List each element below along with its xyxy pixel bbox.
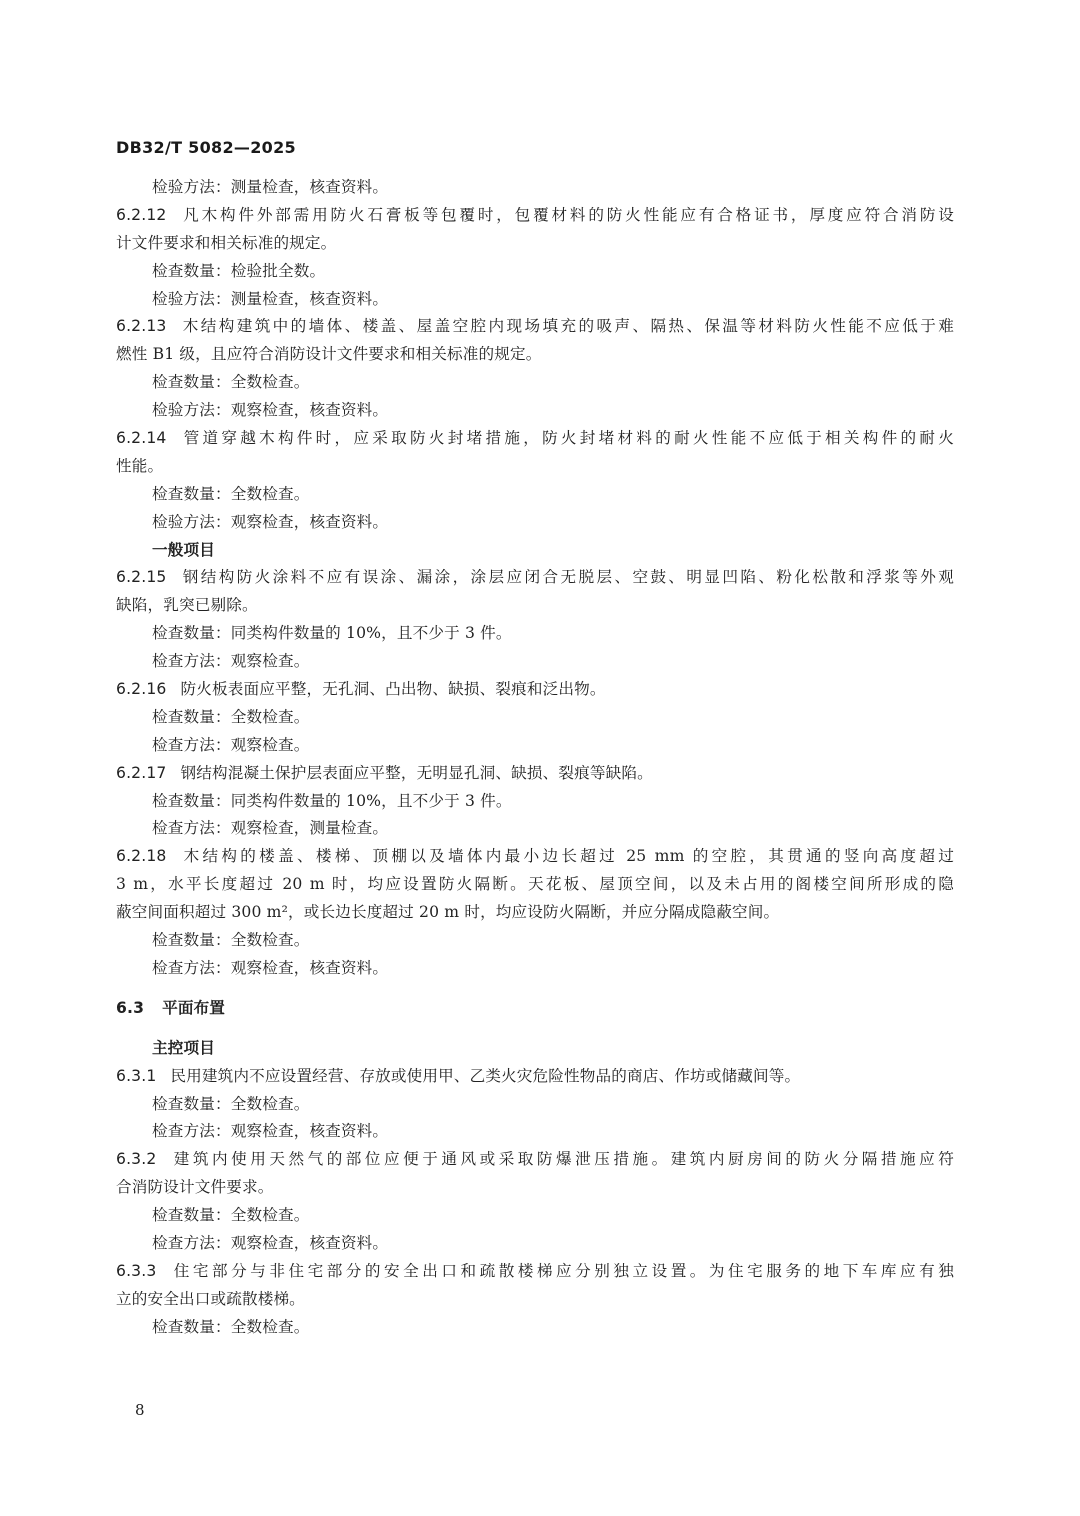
clause-6-2-13-line-1: 6.2.13 木结构建筑中的墙体、楼盖、屋盖空腔内现场填充的吸声、隔热、保温等材料防火性能不应低于难 [116,317,954,336]
clause-6-2-15-line-2: 缺陷，乳突已剔除。 [116,596,258,615]
clause-number: 6.2.15 [116,568,167,587]
clause-6-2-17-line-1: 6.2.17 钢结构混凝土保护层表面应平整，无明显孔洞、缺损、裂痕等缺陷。 [116,763,653,782]
inspection-method: 检查方法：观察检查。 [152,652,310,671]
clause-6-3-2-line-2: 合消防设计文件要求。 [116,1178,274,1197]
inspection-method: 检查方法：观察检查，核查资料。 [152,958,389,977]
clause-6-2-13-line-2: 燃性 B1 级，且应符合消防设计文件要求和相关标准的规定。 [116,345,542,364]
inspection-quantity: 检查数量：同类构件数量的 10%，且不少于 3 件。 [152,791,512,810]
clause-number: 6.2.16 [116,680,167,699]
clause-6-2-14-line-2: 性能。 [116,456,164,475]
clause-number: 6.2.13 [116,317,167,336]
clause-6-2-16-line-1: 6.2.16 防火板表面应平整，无孔洞、凸出物、缺损、裂痕和泛出物。 [116,680,606,699]
inspection-method: 检查方法：观察检查，核查资料。 [152,1122,389,1141]
inspection-quantity: 检查数量：全数检查。 [152,484,310,503]
clause-6-2-14-line-1: 6.2.14 管道穿越木构件时，应采取防火封堵措施，防火封堵材料的耐火性能不应低于相关构件的耐火 [116,429,954,448]
inspection-quantity: 检查数量：全数检查。 [152,1206,310,1225]
page-number: 8 [135,1401,145,1419]
inspection-method: 检验方法：测量检查，核查资料。 [152,178,389,196]
clause-6-3-1-line-1: 6.3.1 民用建筑内不应设置经营、存放或使用甲、乙类火灾危险性物品的商店、作坊或储藏间等。 [116,1066,801,1085]
clause-number: 6.3.2 [116,1150,157,1169]
inspection-quantity: 检查数量：全数检查。 [152,931,310,950]
subheading-main-items: 主控项目 [152,1038,215,1057]
inspection-quantity: 检查数量：全数检查。 [152,1094,310,1113]
inspection-quantity: 检查数量：全数检查。 [152,1317,310,1336]
inspection-quantity: 检查数量：全数检查。 [152,707,310,726]
inspection-quantity: 检查数量：同类构件数量的 10%，且不少于 3 件。 [152,624,512,643]
inspection-method: 检验方法：观察检查，核查资料。 [152,512,389,531]
document-code: DB32/T 5082—2025 [116,138,296,157]
inspection-method: 检查方法：观察检查。 [152,735,310,754]
section-title: 平面布置 [162,998,226,1017]
section-heading-6-3 [116,995,954,1023]
inspection-method: 检验方法：测量检查，核查资料。 [152,289,389,308]
document-body [116,174,954,1342]
clause-6-2-15-line-1: 6.2.15 钢结构防火涂料不应有误涂、漏涂，涂层应闭合无脱层、空鼓、明显凹陷、粉化松散和浮浆等外观 [116,568,954,587]
clause-6-2-12-line-2: 计文件要求和相关标准的规定。 [116,233,337,252]
inspection-quantity: 检查数量：全数检查。 [152,373,310,392]
clause-6-3-3-line-2: 立的安全出口或疏散楼梯。 [116,1289,305,1308]
clause-6-3-3-line-1: 6.3.3 住宅部分与非住宅部分的安全出口和疏散楼梯应分别独立设置。为住宅服务的地下车库应有独 [116,1261,954,1280]
clause-number: 6.2.17 [116,763,167,782]
clause-6-2-12-line-1: 6.2.12 凡木构件外部需用防火石膏板等包覆时，包覆材料的防火性能应有合格证书，厚度应符合消防设 [116,205,954,224]
inspection-method: 检查方法：观察检查，测量检查。 [152,819,389,838]
clause-number: 6.3.3 [116,1261,157,1280]
inspection-method: 检验方法：观察检查，核查资料。 [152,401,389,420]
inspection-quantity: 检查数量：检验批全数。 [152,261,326,280]
clause-6-2-18-line-3: 蔽空间面积超过 300 m²，或长边长度超过 20 m 时，均应设防火隔断，并应分隔成隐蔽空间。 [116,903,780,922]
clause-6-2-18-line-2: 3 m，水平长度超过 20 m 时，均应设置防火隔断。天花板、屋顶空间，以及未占用的阁楼空间所形成的隐 [116,875,954,894]
clause-number: 6.2.14 [116,429,167,448]
clause-number: 6.3.1 [116,1066,157,1085]
subheading-general-items: 一般项目 [152,540,215,559]
inspection-method: 检查方法：观察检查，核查资料。 [152,1233,389,1252]
clause-number: 6.2.18 [116,847,167,866]
clause-6-3-2-line-1: 6.3.2 建筑内使用天然气的部位应便于通风或采取防爆泄压措施。建筑内厨房间的防火分隔措施应符 [116,1150,954,1169]
clause-6-2-18-line-1: 6.2.18 木结构的楼盖、楼梯、顶棚以及墙体内最小边长超过 25 mm 的空腔，其贯通的竖向高度超过 [116,847,954,866]
section-number: 6.3 [116,998,145,1017]
clause-number: 6.2.12 [116,205,167,224]
